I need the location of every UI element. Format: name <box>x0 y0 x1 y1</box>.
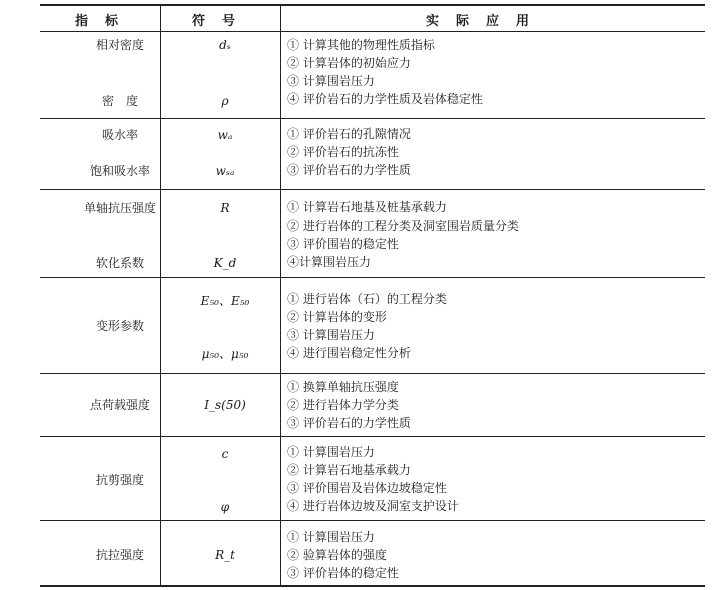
symbol: c <box>221 447 229 461</box>
application-item: ① 计算围岩压力 <box>287 445 375 459</box>
symbol: μ₅₀、μ₅₀ <box>201 347 249 361</box>
header-bottom-rule <box>40 31 705 32</box>
header-symbol: 符 号 <box>192 14 238 29</box>
application-item: ① 计算其他的物理性质指标 <box>287 38 435 52</box>
application-item: ① 进行岩体（石）的工程分类 <box>287 292 447 306</box>
header-indicator: 指 标 <box>75 14 121 29</box>
application-item: ③ 计算围岩压力 <box>287 328 375 342</box>
indicator-label: 密 度 <box>101 94 138 108</box>
application-item: ② 进行岩体的工程分类及洞室围岩质量分类 <box>287 219 519 233</box>
application-item: ④ 进行岩体边坡及洞室支护设计 <box>287 499 459 513</box>
application-item: ④ 评价岩石的力学性质及岩体稳定性 <box>287 92 483 106</box>
symbol: ρ <box>221 94 229 108</box>
application-item: ③ 评价围岩及岩体边坡稳定性 <box>287 481 447 495</box>
indicator-label: 变形参数 <box>95 319 144 333</box>
row-divider <box>40 520 705 521</box>
application-item: ② 计算岩体的变形 <box>287 310 387 324</box>
application-item: ② 评价岩石的抗冻性 <box>287 145 399 159</box>
application-item: ① 换算单轴抗压强度 <box>287 380 399 394</box>
application-item: ② 验算岩体的强度 <box>287 548 387 562</box>
symbol: E₅₀、E₅₀ <box>200 294 250 308</box>
row-divider <box>40 118 705 119</box>
indicator-label: 单轴抗压强度 <box>83 201 156 215</box>
column-divider <box>280 4 281 585</box>
application-item: ① 计算岩石地基及桩基承载力 <box>287 200 447 214</box>
symbol: φ <box>220 500 230 514</box>
indicator-label: 抗拉强度 <box>95 548 144 562</box>
symbol: dₛ <box>219 38 231 52</box>
application-item: ② 进行岩体力学分类 <box>287 398 399 412</box>
symbol: wₛₐ <box>215 164 235 178</box>
column-divider <box>160 4 161 585</box>
application-item: ② 计算岩体的初始应力 <box>287 56 411 70</box>
application-item: ④计算围岩压力 <box>287 255 372 269</box>
indicator-label: 饱和吸水率 <box>89 164 150 178</box>
application-item: ③ 评价岩石的力学性质 <box>287 163 411 177</box>
row-divider <box>40 436 705 437</box>
symbol: wₐ <box>217 128 233 142</box>
indicator-label: 吸水率 <box>101 128 138 142</box>
application-item: ③ 评价岩石的力学性质 <box>287 416 411 430</box>
indicator-label: 抗剪强度 <box>95 473 144 487</box>
application-item: ① 评价岩石的孔隙情况 <box>287 127 411 141</box>
indicator-label: 相对密度 <box>95 38 144 52</box>
symbol: R_t <box>215 548 235 562</box>
application-item: ① 计算围岩压力 <box>287 530 375 544</box>
application-item: ③ 评价围岩的稳定性 <box>287 237 399 251</box>
row-divider <box>40 277 705 278</box>
symbol: K_d <box>213 256 237 270</box>
symbol: R <box>220 201 230 215</box>
application-item: ③ 评价岩体的稳定性 <box>287 566 399 580</box>
application-item: ④ 进行围岩稳定性分析 <box>287 346 411 360</box>
application-item: ② 计算岩石地基承载力 <box>287 463 411 477</box>
row-divider <box>40 189 705 190</box>
table-bottom-rule <box>40 585 705 587</box>
symbol: I_s(50) <box>204 398 246 412</box>
table-top-rule <box>40 4 705 6</box>
indicator-label: 软化系数 <box>95 256 144 270</box>
application-item: ③ 计算围岩压力 <box>287 74 375 88</box>
row-divider <box>40 373 705 374</box>
indicator-label: 点荷载强度 <box>89 398 150 412</box>
header-application: 实 际 应 用 <box>426 14 532 29</box>
